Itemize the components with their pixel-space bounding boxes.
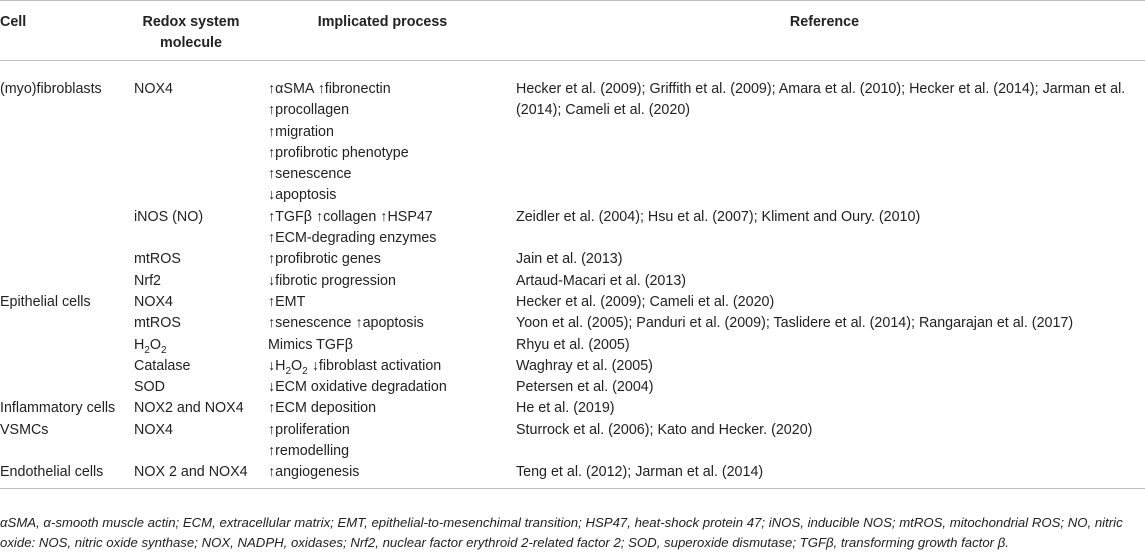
reference-text: Petersen et al. (2004) [516,379,654,396]
reference-text: Rhyu et al. (2005) [516,336,630,353]
reference-text: Hecker et al. (2009); Cameli et al. (2020) [516,293,775,310]
process-line: ↑remodelling [268,443,350,460]
table-row [0,61,1145,207]
cell-type: (myo)fibroblasts [0,81,102,97]
redox-molecule: NOX4 [134,421,173,438]
table-body [0,61,1145,489]
table-row [0,377,1145,398]
reference [504,292,1145,313]
implicated-process [261,377,504,398]
process-line: ↑procollagen [268,102,350,119]
reference [504,271,1145,292]
process-line: ↑EMT [268,293,306,310]
implicated-process [261,398,504,419]
process-line [268,356,504,377]
cell-type: VSMCs [0,421,49,438]
implicated-process [261,356,504,377]
redox-molecule: mtROS [134,315,181,332]
table-row [0,271,1145,292]
process-part: O [291,357,303,374]
reference-text: Jain et al. (2013) [516,251,623,268]
reference-text: He et al. (2019) [516,400,615,417]
reference-text: Teng et al. (2012); Jarman et al. (2014) [516,464,764,481]
reference [504,377,1145,398]
header-molecule [121,1,261,61]
redox-molecule: NOX2 and NOX4 [134,400,244,417]
table-row [0,398,1145,419]
process-line: ↑profibrotic genes [268,251,381,268]
implicated-process [261,313,504,334]
header-row [0,1,1145,61]
redox-molecule [121,335,261,356]
molecule-part: O [149,336,162,353]
table-row [0,420,1145,463]
reference [504,356,1145,377]
molecule-part: 2 [144,344,150,356]
table-row [0,292,1145,313]
cell-type [0,207,121,250]
redox-molecule: NOX4 [134,81,173,97]
redox-molecule: SOD [134,379,165,396]
molecule-part: H [134,336,145,353]
redox-molecule: NOX 2 and NOX4 [121,462,261,488]
redox-molecule: mtROS [134,251,181,268]
table-row [0,335,1145,356]
process-line: ↑αSMA ↑fibronectin [268,81,391,97]
implicated-process [261,249,504,270]
process-line: Mimics TGFβ [268,336,353,353]
process-line: ↑senescence ↑apoptosis [268,315,424,332]
implicated-process [261,207,504,250]
molecule-part: 2 [161,344,167,356]
header-cell: Cell [0,1,121,61]
process-part: 2 [285,365,292,377]
process-line: ↑angiogenesis [268,464,360,481]
header-molecule-text: Redox system molecule [142,14,240,51]
reference [504,462,1145,488]
cell-type: Epithelial cells [0,293,91,310]
process-line: ↑TGFβ ↑collagen ↑HSP47 [268,208,433,225]
cell-type [0,271,121,292]
redox-molecule: Catalase [134,357,191,374]
reference-text: Artaud-Macari et al. (2013) [516,272,687,289]
cell-type [0,335,121,356]
reference [504,420,1145,463]
reference-text: Zeidler et al. (2004); Hsu et al. (2007); Kliment and Oury. (2010) [516,208,921,225]
redox-molecule: NOX4 [134,293,173,310]
redox-molecule: iNOS (NO) [134,208,204,225]
implicated-process [261,271,504,292]
table-row [0,207,1145,250]
table-row [0,462,1145,488]
reference [504,207,1145,250]
reference-text: Hecker et al. (2009); Griffith et al. (2009); Amara et al. (2010); Hecker et al. (2014); Jarman et al. (2014); Cameli et al. (2020) [516,81,1126,119]
process-part: ↓H [268,357,286,374]
reference [504,335,1145,356]
process-line: ↓apoptosis [268,187,337,204]
implicated-process [261,462,504,488]
process-line: ↑ECM deposition [268,400,377,417]
reference-text: Sturrock et al. (2006); Kato and Hecker. (2020) [516,421,813,438]
cell-type: Inflammatory cells [0,400,116,417]
process-line: ↑ECM-degrading enzymes [268,230,437,247]
table-row [0,249,1145,270]
reference [504,398,1145,419]
reference [504,249,1145,270]
implicated-process [261,61,504,207]
table-row [0,356,1145,377]
process-line: ↑proliferation [268,421,350,438]
reference [504,313,1145,334]
implicated-process [261,292,504,313]
cell-type: Endothelial cells [0,462,121,488]
process-line: ↑migration [268,123,334,140]
cell-type [0,356,121,377]
reference-text: Yoon et al. (2005); Panduri et al. (2009); Taslidere et al. (2014); Rangarajan et al. (2017) [516,315,1074,332]
reference-text: Waghray et al. (2005) [516,357,653,374]
header-reference: Reference [504,1,1145,61]
table-row [0,313,1145,334]
process-part: 2 [302,365,308,377]
process-line: ↓ECM oxidative degradation [268,379,447,396]
cell-type [0,313,121,334]
process-line: ↑senescence [268,166,352,183]
implicated-process [261,420,504,463]
process-line: ↓fibrotic progression [268,272,396,289]
implicated-process [261,335,504,356]
process-line: ↑profibrotic phenotype [268,144,409,161]
reference [504,61,1145,207]
header-process: Implicated process [261,1,504,61]
footnote: αSMA, α-smooth muscle actin; ECM, extracellular matrix; EMT, epithelial-to-mesenchimal transition; HSP47, heat-shock protein 47; iNOS, inducible NOS; mtROS, mitochondrial ROS; NO, nitric oxide: NOS, nitric oxide synthase; NOX, NADPH, oxidases; Nrf2, nuclear factor erythroid 2-related factor 2; SOD, superoxide dismutase; TGFβ, transforming growth factor β. [0,515,1123,550]
cell-type [0,249,121,270]
redox-molecule: Nrf2 [134,272,162,289]
cell-type [0,377,121,398]
process-part: ↓fibroblast activation [307,357,442,374]
